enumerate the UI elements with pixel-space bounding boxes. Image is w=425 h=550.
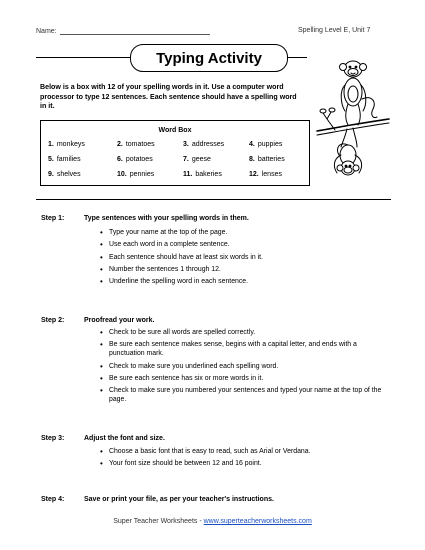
step-2-list bbox=[100, 328, 390, 407]
step-4-heading: Save or print your file, as per your teacher's instructions. bbox=[84, 496, 274, 503]
word-11: 11. bakeries bbox=[183, 171, 222, 178]
title-box bbox=[130, 44, 288, 72]
word-6: 6. potatoes bbox=[117, 156, 153, 163]
word-12: 12. lenses bbox=[249, 171, 282, 178]
name-line bbox=[60, 27, 210, 35]
step-2-heading: Proofread your work. bbox=[84, 317, 155, 324]
word-2: 2. tomatoes bbox=[117, 141, 155, 148]
word-1: 1. monkeys bbox=[48, 141, 85, 148]
word-10: 10. pennies bbox=[117, 171, 155, 178]
step-3-heading: Adjust the font and size. bbox=[84, 435, 165, 442]
list-item: • Choose a basic font that is easy to read, such as Arial or Verdana. bbox=[100, 447, 390, 456]
list-item: • Your font size should be between 12 and 16 point. bbox=[100, 459, 390, 468]
footer bbox=[0, 518, 425, 525]
list-item: • Type your name at the top of the page. bbox=[100, 228, 390, 237]
name-field-label bbox=[36, 27, 210, 35]
name-label: Name: bbox=[36, 28, 57, 35]
step-3-label: Step 3: bbox=[41, 435, 65, 442]
list-item: • Each sentence should have at least six words in it. bbox=[100, 253, 390, 262]
list-item: • Be sure each sentence has six or more words in it. bbox=[100, 374, 390, 383]
list-item: • Check to make sure you underlined each spelling word. bbox=[100, 362, 390, 371]
word-5: 5. families bbox=[48, 156, 81, 163]
step-1-list bbox=[100, 228, 390, 289]
footer-text: Super Teacher Worksheets - bbox=[113, 518, 204, 525]
word-8: 8. batteries bbox=[249, 156, 285, 163]
step-3-list bbox=[100, 447, 390, 472]
list-item: • Number the sentences 1 through 12. bbox=[100, 265, 390, 274]
list-item: • Underline the spelling word in each sentence. bbox=[100, 277, 390, 286]
list-item: • Use each word in a complete sentence. bbox=[100, 240, 390, 249]
list-item: • Check to be sure all words are spelled correctly. bbox=[100, 328, 390, 337]
word-box bbox=[40, 120, 310, 186]
monkey-illustration bbox=[315, 55, 390, 180]
step-4-label: Step 4: bbox=[41, 496, 65, 503]
word-9: 9. shelves bbox=[48, 171, 81, 178]
intro-text: Below is a box with 12 of your spelling words in it. Use a computer word processor to type 12 sentences. Each sentence should have a spelling word in it. bbox=[40, 83, 297, 111]
level-label: Spelling Level E, Unit 7 bbox=[298, 27, 371, 34]
step-1-heading: Type sentences with your spelling words in them. bbox=[84, 215, 249, 222]
list-item: • Be sure each sentence makes sense, begins with a capital letter, and ends with a punctuation mark. bbox=[100, 340, 390, 358]
word-7: 7. geese bbox=[183, 156, 211, 163]
step-2-label: Step 2: bbox=[41, 317, 65, 324]
list-item: • Check to make sure you numbered your sentences and typed your name at the top of the page. bbox=[100, 386, 390, 404]
word-box-title: Word Box bbox=[158, 127, 192, 134]
word-3: 3. addresses bbox=[183, 141, 225, 148]
word-4: 4. puppies bbox=[249, 141, 283, 148]
page-title: Typing Activity bbox=[156, 49, 262, 67]
section-divider bbox=[36, 199, 391, 200]
footer-link[interactable]: www.superteacherworksheets.com bbox=[203, 518, 312, 525]
step-1-label: Step 1: bbox=[41, 215, 65, 222]
